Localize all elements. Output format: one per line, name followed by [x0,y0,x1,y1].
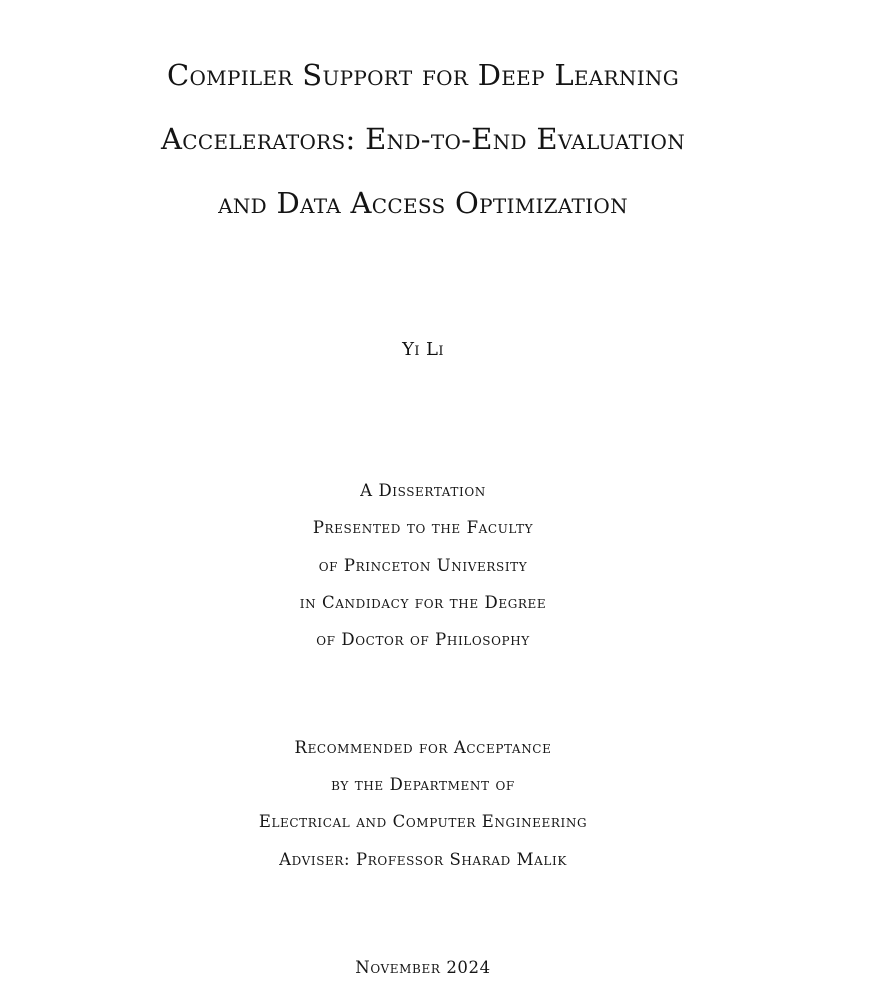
recommendation-line-1: Recommended for Acceptance [294,738,552,757]
dissertation-statement-line-3: of Princeton University [318,556,528,575]
dissertation-statement-line-2: Presented to the Faculty [312,518,534,537]
dissertation-statement-line-1: A Dissertation [360,481,486,500]
submission-date: November 2024 [355,958,491,977]
dissertation-title-line-1: Compiler Support for Deep Learning [167,58,679,92]
recommendation-line-2: by the Department of [331,775,515,794]
author-name: Yi Li [402,339,444,360]
dissertation-title-line-2: Accelerators: End-to-End Evaluation [161,122,685,156]
dissertation-statement-line-4: in Candidacy for the Degree [299,593,547,612]
recommendation-line-3: Electrical and Computer Engineering [258,812,588,831]
dissertation-statement-line-5: of Doctor of Philosophy [316,630,530,649]
adviser-line: Adviser: Professor Sharad Malik [279,850,567,869]
dissertation-title-line-3: and Data Access Optimization [218,186,628,220]
